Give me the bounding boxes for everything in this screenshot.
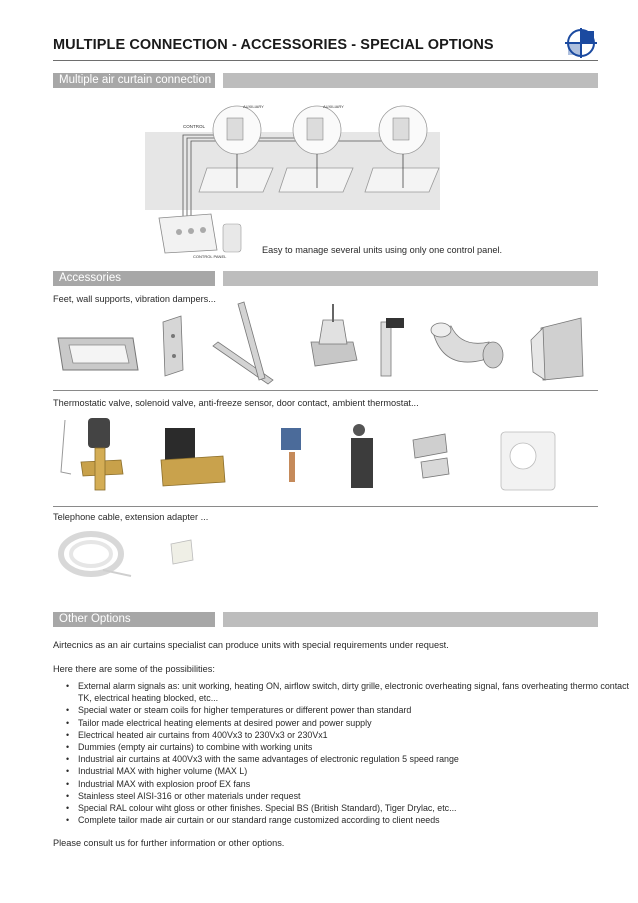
list-item: • Industrial air curtains at 400Vx3 with the same advantages of electronic regulation 5 speed range	[66, 753, 611, 765]
control-panel	[159, 214, 241, 259]
list-item: • Industrial MAX with higher volume (MAX L)	[66, 765, 611, 777]
section-label-other: Other Options	[53, 612, 215, 627]
telephone-cable	[61, 534, 131, 576]
other-lead: Here there are some of the possibilities:	[53, 664, 215, 674]
svg-text:AUXILIARY: AUXILIARY	[243, 104, 264, 109]
list-item: • Tailor made electrical heating elements at desired power and power supply	[66, 717, 611, 729]
list-item-continuation: TK, electrical heating blocked, etc...	[78, 693, 219, 704]
row-divider	[53, 506, 598, 507]
ambient-sensor	[281, 428, 301, 482]
door-contact	[351, 424, 449, 488]
accessories-row1-caption: Feet, wall supports, vibration dampers...	[53, 294, 216, 304]
mounting-accessories-row	[53, 300, 598, 388]
angle-bracket	[531, 318, 583, 380]
hanging-support	[381, 318, 404, 376]
title-divider	[53, 60, 598, 61]
section-bar-fill	[223, 271, 598, 286]
row-divider	[53, 390, 598, 391]
list-item: • Industrial MAX with explosion proof EX fans	[66, 778, 611, 790]
company-logo-icon	[565, 28, 597, 58]
list-item: • Special water or steam coils for higher temperatures or different power than standard	[66, 704, 611, 716]
connection-diagram	[145, 100, 495, 260]
solenoid-valve	[161, 428, 225, 486]
list-item: • External alarm signals as: unit working, heating ON, airflow switch, dirty grille, electronic overheating signal, fans overheating thermo contact	[66, 680, 611, 692]
section-bar-fill	[223, 612, 598, 627]
ambient-thermostat	[501, 432, 555, 490]
options-list	[53, 680, 630, 826]
accessories-row2-caption: Thermostatic valve, solenoid valve, anti-freeze sensor, door contact, ambient thermostat...	[53, 398, 419, 408]
list-item: • Special RAL colour wiht gloss or other finishes. Special BS (British Standard), Tiger Drylac, etc...	[66, 802, 611, 814]
control-accessories-row	[53, 412, 598, 502]
accessories-row3-caption: Telephone cable, extension adapter ...	[53, 512, 209, 522]
section-bar-fill	[223, 73, 598, 88]
floor-feet	[213, 302, 273, 384]
other-intro: Airtecnics as an air curtains specialist can produce units with special requirements under request.	[53, 640, 449, 650]
section-label-accessories: Accessories	[53, 271, 215, 286]
list-item: • Stainless steel AISI-316 or other materials under request	[66, 790, 611, 802]
vibration-damper-frame	[58, 338, 138, 370]
list-item: • Complete tailor made air curtain or our standard range customized according to client needs	[66, 814, 611, 826]
thermostatic-valve	[81, 418, 123, 490]
section-label-multiple: Multiple air curtain connection	[53, 73, 215, 88]
svg-text:CONTROL PANEL: CONTROL PANEL	[193, 254, 227, 259]
anti-freeze-sensor	[61, 420, 71, 474]
wall-bracket	[163, 316, 183, 376]
multiple-caption: Easy to manage several units using only one control panel.	[262, 245, 503, 255]
other-closing: Please consult us for further information or other options.	[53, 838, 285, 848]
extension-adapter	[171, 540, 193, 564]
elbow-duct	[431, 323, 503, 368]
cable-accessories-row	[53, 524, 253, 594]
list-item: • Electrical heated air curtains from 400Vx3 to 230Vx3 or 230Vx1	[66, 729, 611, 741]
ceiling-support	[311, 304, 357, 366]
page-title: MULTIPLE CONNECTION - ACCESSORIES - SPECIAL OPTIONS	[53, 37, 494, 53]
list-item: • Dummies (empty air curtains) to combine with working units	[66, 741, 611, 753]
control-label: CONTROL	[183, 124, 206, 129]
svg-text:AUXILIARY: AUXILIARY	[323, 104, 344, 109]
